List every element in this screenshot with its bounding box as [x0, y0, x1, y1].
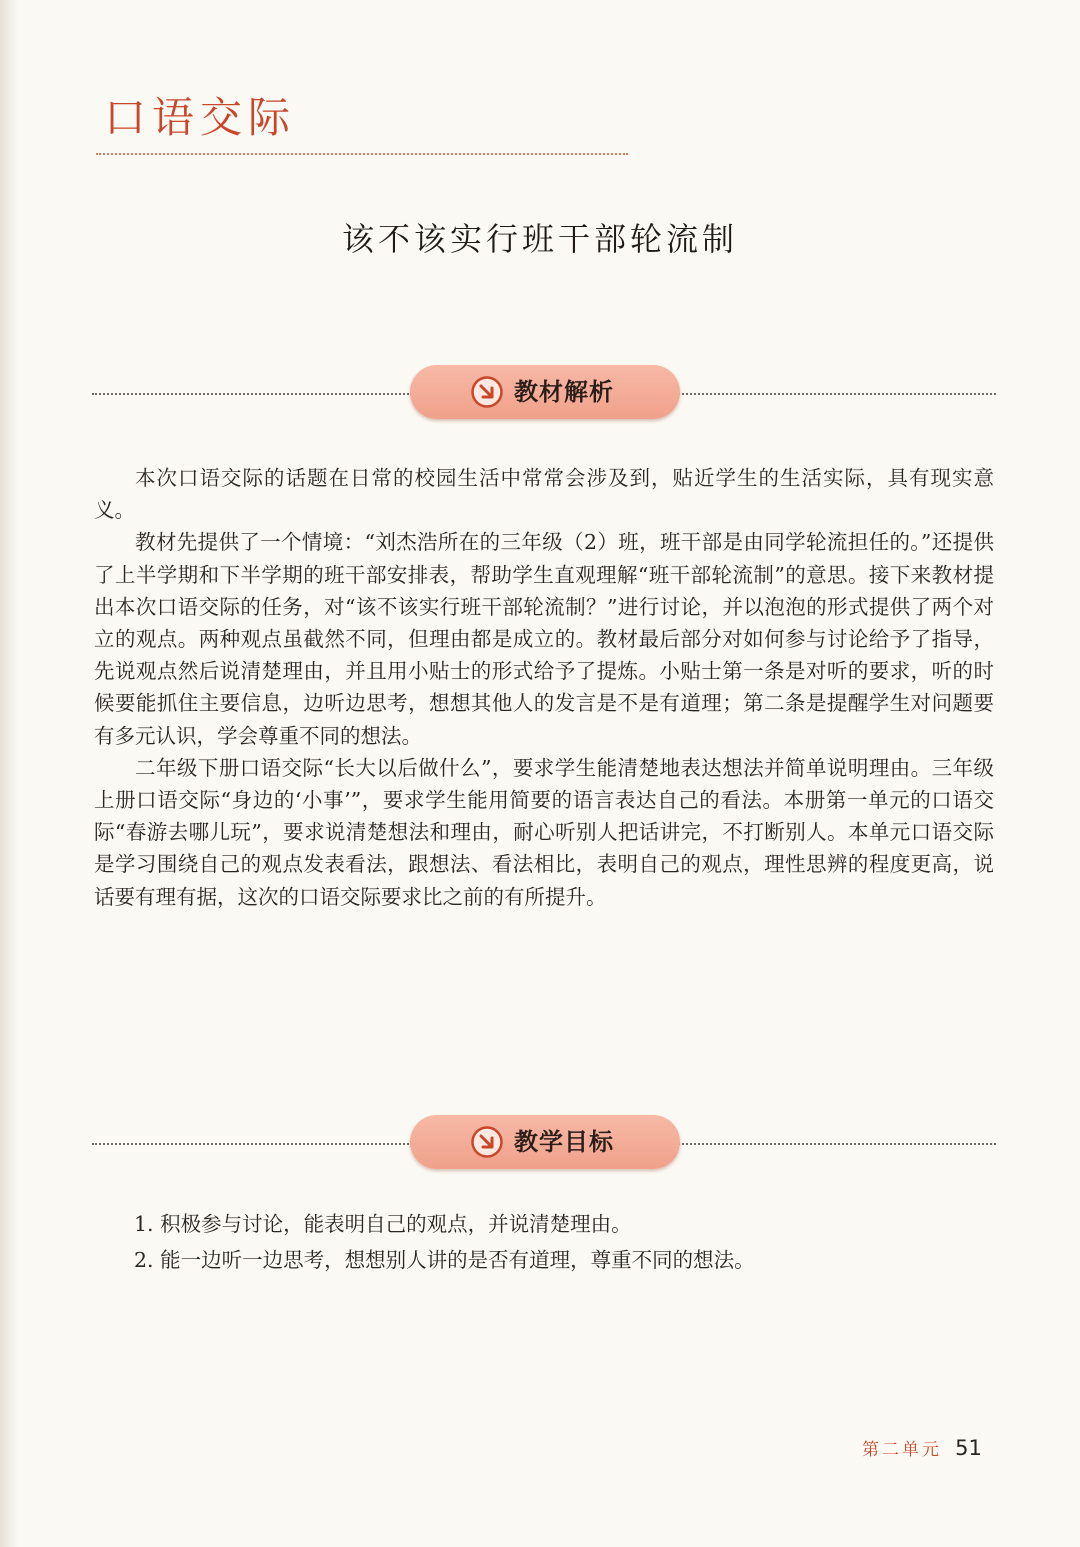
heading-divider [96, 153, 628, 155]
goal-item: 2. 能一边听一边思考，想想别人讲的是否有道理，尊重不同的想法。 [134, 1248, 755, 1272]
arrow-down-right-circle-icon [470, 1125, 504, 1159]
footer-unit-label: 第二单元 [862, 1440, 942, 1460]
section-pill-goals [410, 1115, 680, 1169]
analysis-paragraph: 本次口语交际的话题在日常的校园生活中常常会涉及到，贴近学生的生活实际，具有现实意义。 [94, 466, 994, 523]
analysis-body [94, 462, 994, 913]
goal-item: 1. 积极参与讨论，能表明自己的观点，并说清楚理由。 [134, 1212, 632, 1236]
dotted-divider-right [678, 393, 996, 395]
lesson-title: 该不该实行班干部轮流制 [341, 220, 738, 258]
section-header-goals [92, 1115, 996, 1171]
page-footer [862, 1432, 982, 1464]
goals-list [134, 1206, 994, 1278]
section-pill-analysis [410, 365, 680, 419]
section-label-analysis: 教材解析 [514, 378, 614, 406]
analysis-paragraph: 二年级下册口语交际“长大以后做什么”，要求学生能清楚地表达想法并简单说明理由。三年级上册口语交际“身边的‘小事’”，要求学生能用简要的语言表达自己的看法。本册第一单元的口语交际“春游去哪儿玩”，要求说清楚想法和理由，耐心听别人把话讲完，不打断别人。本单元口语交际是学习围绕自己的观点发表看法，跟想法、看法相比，表明自己的观点，理性思辨的程度更高，说话要有理有据，这次的口语交际要求比之前的有所提升。 [94, 755, 994, 909]
analysis-paragraph: 教材先提供了一个情境：“刘杰浩所在的三年级（2）班，班干部是由同学轮流担任的。”还提供了上半学期和下半学期的班干部安排表，帮助学生直观理解“班干部轮流制”的意思。接下来教材提出本次口语交际的任务，对“该不该实行班干部轮流制？”进行讨论，并以泡泡的形式提供了两个对立的观点。两种观点虽截然不同，但理由都是成立的。教材最后部分对如何参与讨论给予了指导，先说观点然后说清楚理由，并且用小贴士的形式给予了提炼。小贴士第一条是对听的要求，听的时候要能抓住主要信息，边听边思考，想想其他人的发言是不是有道理；第二条是提醒学生对问题要有多元认识，学会尊重不同的想法。 [94, 530, 994, 748]
dotted-divider-left [92, 1143, 412, 1145]
section-header-analysis [92, 365, 996, 421]
arrow-down-right-circle-icon [470, 375, 504, 409]
dotted-divider-left [92, 393, 412, 395]
section-label-goals: 教学目标 [514, 1128, 614, 1156]
dotted-divider-right [678, 1143, 996, 1145]
section-heading: 口语交际 [104, 93, 297, 142]
page-number: 51 [955, 1436, 982, 1460]
